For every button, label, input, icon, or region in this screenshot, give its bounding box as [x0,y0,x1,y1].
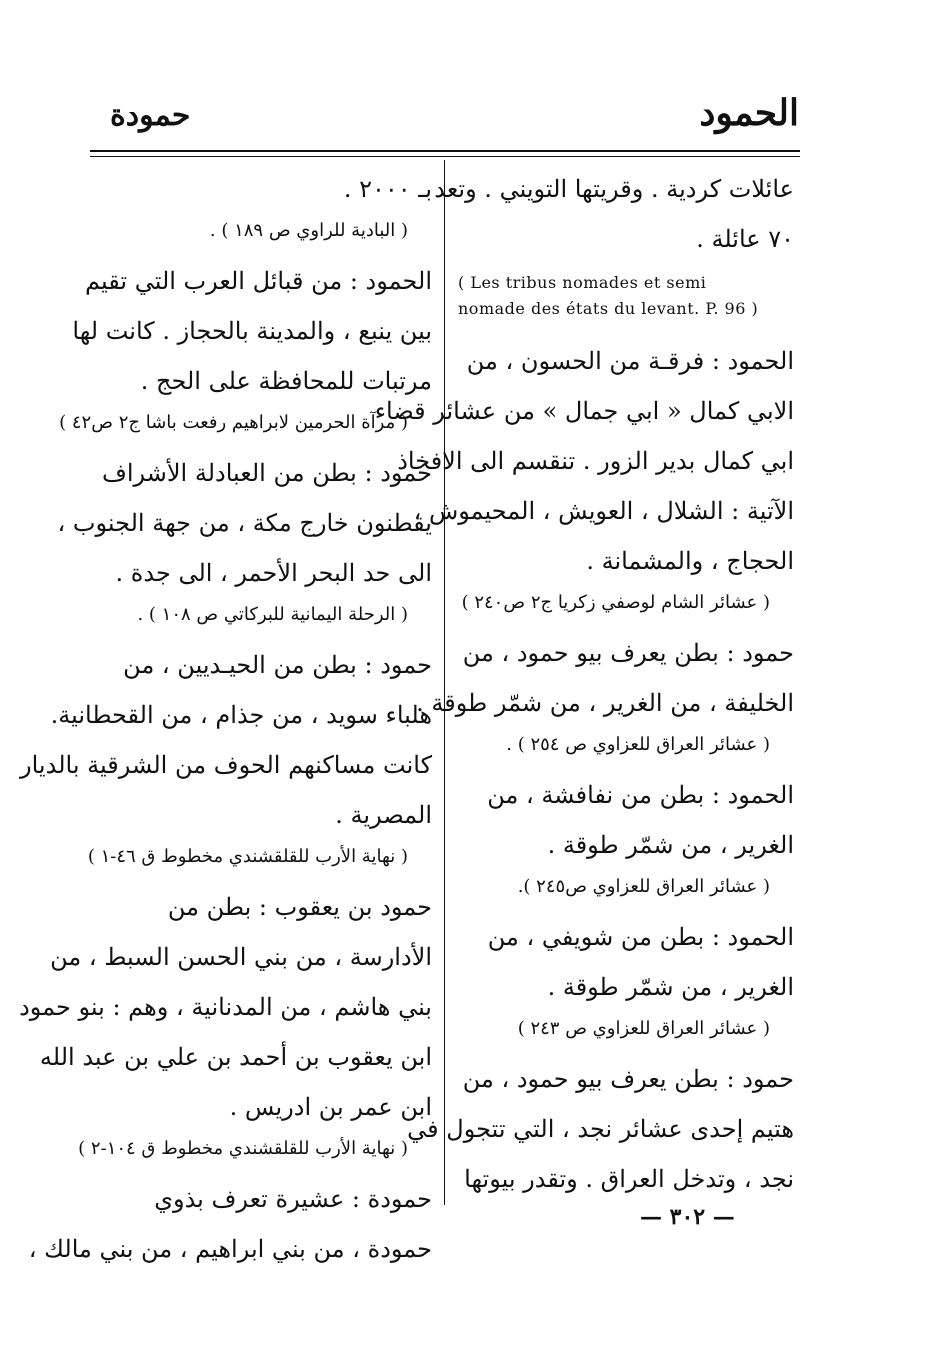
entry-line: الحجاج ، والمشمانة . [586,547,794,575]
text-line: ٧٠ عائلة . [696,225,794,253]
text-line: بـ ٢٠٠٠ . [343,175,432,203]
source-citation: ( مرآة الحرمين لابراهيم رفعت باشا ج٢ ص٤٢ ) [59,412,408,433]
entry-line: الى حد البحر الأحمر ، الى جدة . [115,559,432,587]
entry-al-humud-hassun [374,336,794,620]
entry-line: يقطنون خارج مكة ، من جهة الجنوب ، [57,509,432,537]
entry-line: الغرير ، من شمّر طوقة . [547,973,794,1001]
entry-al-humud-yanbu [59,256,432,440]
entry-line: الابي كمال « ابي جمال » من عشائر قضاء [374,397,794,425]
source-citation: ( عشائر الشام لوصفي زكريا ج٢ ص٢٤٠ ) [461,592,770,613]
entry-al-humud-nafafsha [458,770,794,904]
entry-line: الأدارسة ، من بني الحسن السبط ، من [50,943,432,971]
page-header [90,92,799,142]
french-source-citation [458,264,794,328]
header-rule-thick [90,150,800,152]
running-title-right: الحمود [699,92,799,134]
source-citation: ( عشائر العراق للعزاوي ص ٢٥٤ ) . [506,734,770,755]
entry-line: بين ينبع ، والمدينة بالحجاز . كانت لها [72,317,432,345]
entry-line: حمود : بطن من العبادلة الأشراف [101,459,432,487]
source-citation: ( نهاية الأرب للقلقشندي مخطوط ق ١٠٤-٢ ) [78,1138,408,1159]
text-line: عائلات كردية . وقريتها التويني . وتعد [434,175,794,203]
source-citation: ( عشائر العراق للعزاوي ص ٢٤٣ ) [517,1018,770,1039]
entry-humud-haydiyyin [20,640,432,874]
source-citation: ( نهاية الأرب للقلقشندي مخطوط ق ٤٦-١ ) [87,846,408,867]
entry-line: بني هاشم ، من المدنانية ، وهم : بنو حمود [19,993,432,1021]
source-citation: ( البادية للراوي ص ١٨٩ ) . [209,220,408,241]
entry-humud-khalifa [416,628,794,762]
entry-line: كانت مساكنهم الحوف من الشرقية بالديار [20,751,432,779]
running-title-left: حمودة [110,98,191,133]
entry-line: حمود بن يعقوب : بطن من [167,893,432,921]
entry-hamuda [28,1174,432,1274]
entry-line: ابن يعقوب بن أحمد بن علي بن عبد الله [39,1043,432,1071]
entry-line: الحمود : بطن من نفافشة ، من [487,781,794,809]
entry-line: الخليفة ، من الغرير ، من شمّر طوقة . [416,689,794,717]
entry-line: حمودة : عشيرة تعرف بذوي [154,1185,432,1213]
entry-line: الحمود : من قبائل العرب التي تقيم [85,267,432,295]
entry-humud-hutaym [407,1054,794,1204]
header-rule-thin [90,156,800,157]
entry-line: حمودة ، من بني ابراهيم ، من بني مالك ، [28,1235,432,1263]
left-column [19,164,432,1274]
entry-line: مرتبات للمحافظة على الحج . [140,367,432,395]
page-number: — ٣٠٢ — [640,1204,735,1230]
entry-line: الغرير ، من شمّر طوقة . [547,831,794,859]
entry-line: الحمود : فرقـة من الحسون ، من [466,347,794,375]
citation-line: ( Les tribus nomades et semi [458,273,707,292]
entry-line: الحمود : بطن من شويفي ، من [487,923,794,951]
entry-line: هتيم إحدى عشائر نجد ، التي تتجول في [407,1115,794,1143]
source-citation: ( عشائر العراق للعزاوي ص٢٤٥ ). [517,876,770,897]
entry-humud-abadila [57,448,432,632]
entry-line: نجد ، وتدخل العراق . وتقدر بيوتها [464,1165,794,1193]
entry-al-humud-shuwaifi [458,912,794,1046]
entry-humud-bin-yaqub [19,882,432,1166]
entry-line: المصرية . [335,801,432,829]
entry-line: هلباء سويد ، من جذام ، من القحطانية. [50,701,432,729]
entry-line: حمود : بطن يعرف بيو حمود ، من [462,639,794,667]
entry-line: ابي كمال بدير الزور . تنقسم الى الافخاذ [397,447,794,475]
citation-line: nomade des états du levant. P. 96 ) [458,299,759,318]
entry-line: حمود : بطن من الحيـديين ، من [123,651,432,679]
entry-line: ابن عمر بن ادريس . [229,1093,432,1121]
entry-line: الآتية : الشلال ، العويش ، المحيموش ، [413,497,794,525]
source-citation: ( الرحلة اليمانية للبركاتي ص ١٠٨ ) . [137,604,408,625]
entry-line: حمود : بطن يعرف بيو حمود ، من [462,1065,794,1093]
